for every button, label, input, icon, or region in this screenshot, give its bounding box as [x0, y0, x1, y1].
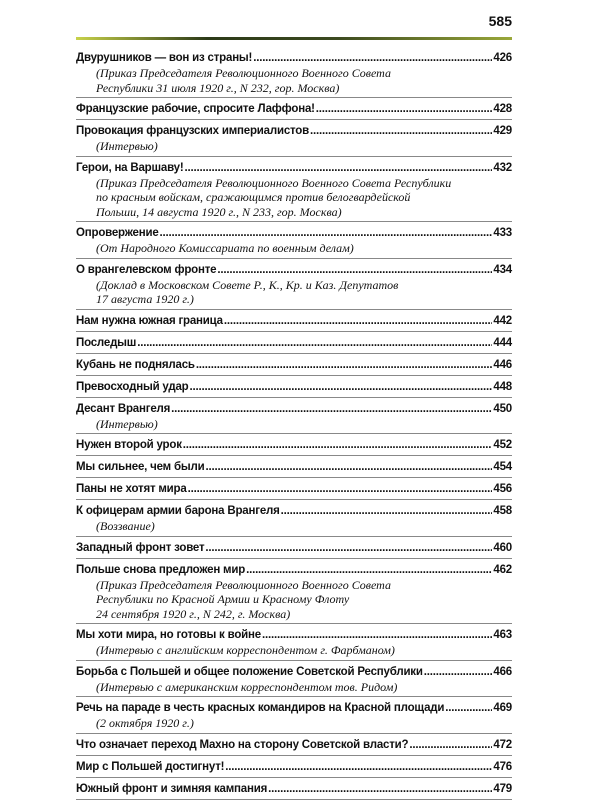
toc-entry-subtitle: (От Народного Комиссариата по военным делам) [96, 241, 354, 255]
toc-entry-row [76, 700, 512, 716]
toc-entry-page: 466 [493, 665, 512, 678]
toc-entry-title: Провокация французских империалистов [76, 125, 309, 137]
toc-entry-title: Кубань не поднялась [76, 358, 195, 371]
toc-entry-row [76, 262, 512, 278]
toc-entry-row [76, 540, 512, 556]
toc-entry-page: 460 [493, 541, 512, 554]
toc-entry-page: 434 [493, 263, 512, 276]
toc-entry-title: Нужен второй урок [76, 439, 182, 451]
toc-entry-title: Польше снова предложен мир [76, 563, 246, 576]
toc-leader-dots [171, 401, 492, 417]
toc-entry-page: 444 [493, 336, 512, 349]
toc-entry-row [76, 357, 512, 373]
toc-leader-dots [281, 503, 493, 519]
toc-leader-dots [253, 50, 492, 66]
toc-entry-subtitle: (Интервью) [96, 416, 158, 431]
toc-entry [76, 332, 512, 354]
toc-entry-row [76, 379, 512, 395]
toc-entry-title: Западный фронт зовет [76, 541, 205, 554]
toc-entry-subtitle: (Интервью с американским корреспондентом тов. Ридом) [96, 679, 398, 694]
toc-entry-page: 432 [493, 161, 512, 174]
toc-entry-row [76, 50, 512, 66]
toc-entry [76, 661, 512, 698]
toc-entry-title: Последыш [76, 336, 137, 349]
toc-entry-row [76, 759, 512, 775]
toc-leader-dots [189, 379, 492, 395]
toc-leader-dots [409, 737, 492, 753]
toc-leader-dots [310, 123, 492, 139]
toc-entry-row [76, 627, 512, 643]
toc-leader-dots [205, 540, 492, 556]
toc-entry [76, 222, 512, 259]
toc-entry-page: 456 [493, 483, 512, 495]
toc-entry-title: Мы сильнее, чем были [76, 461, 205, 473]
toc-entry-title: О врангелевском фронте [76, 263, 217, 276]
toc-entry-subtitle: (2 октября 1920 г.) [96, 716, 194, 730]
toc-entry-title: Мы хоти мира, но готовы к войне [76, 629, 261, 641]
toc-entry-subtitle: (Интервью) [96, 139, 158, 153]
toc-entry-title: Герои, на Варшаву! [76, 161, 184, 174]
toc-entry-row [76, 664, 512, 680]
toc-leader-dots [217, 262, 492, 278]
toc-entry-subtitle: (Приказ Председателя Революционного Военного Совета Республики 31 июля 1920 г., N 232, гор. Москва) [96, 66, 391, 95]
toc-leader-dots [206, 459, 493, 475]
toc-entry-title: Нам нужна южная граница [76, 314, 223, 327]
toc-entry-title: Борьба с Польшей и общее положение Советской Республики [76, 665, 423, 678]
toc-entry-page: 433 [493, 227, 512, 239]
toc-entry-row [76, 313, 512, 329]
toc-entry [76, 354, 512, 376]
toc-entry-title: Что означает переход Махно на сторону Советской власти? [76, 738, 409, 751]
toc-entry [76, 434, 512, 456]
toc-leader-dots [268, 781, 492, 797]
toc-entry [76, 398, 512, 435]
toc-entry-title: Десант Врангеля [76, 402, 171, 415]
toc-leader-dots [316, 101, 493, 117]
toc-entry-subtitle: (Воззвание) [96, 519, 155, 533]
toc-entry-page: 450 [493, 402, 512, 415]
toc-entry-row [76, 503, 512, 519]
toc-entry-title: Французские рабочие, спросите Лаффона! [76, 103, 315, 115]
toc-entry [76, 559, 512, 625]
toc-entry [76, 98, 512, 120]
toc-entry-row [76, 335, 512, 351]
toc-entry-page: 479 [493, 782, 512, 795]
table-of-contents [76, 47, 512, 800]
toc-entry-page: 442 [493, 314, 512, 327]
toc-leader-dots [445, 700, 492, 716]
toc-entry-page: 472 [493, 738, 512, 751]
toc-leader-dots [262, 627, 492, 643]
toc-entry-subtitle: (Доклад в Московском Совете Р., К., Кр. и Каз. Депутатов 17 августа 1920 г.) [96, 277, 399, 306]
toc-entry [76, 478, 512, 500]
toc-leader-dots [424, 664, 493, 680]
page-number: 585 [488, 13, 512, 29]
toc-entry-title: Речь на параде в честь красных командиров на Красной площади [76, 702, 445, 714]
toc-entry [76, 500, 512, 537]
toc-entry-title: Двурушников — вон из страны! [76, 52, 253, 64]
toc-entry-page: 429 [493, 125, 512, 137]
toc-entry-row [76, 225, 512, 241]
toc-entry [76, 778, 512, 800]
toc-entry [76, 120, 512, 157]
toc-entry-page: 476 [493, 760, 512, 773]
header-rule [76, 37, 512, 40]
toc-entry-title: Мир с Польшей достигнут! [76, 760, 225, 773]
toc-entry-row [76, 437, 512, 453]
toc-entry-subtitle: (Приказ Председателя Революционного Военного Совета Республики по красным войскам, сражающимся против белогвардейской Польши, 14 августа 1920 г., N 233, гор. Москва) [96, 175, 452, 219]
toc-entry-row [76, 160, 512, 176]
toc-entry-page: 446 [493, 358, 512, 371]
toc-leader-dots [185, 160, 493, 176]
toc-entry-row [76, 737, 512, 753]
toc-entry-row [76, 481, 512, 497]
toc-leader-dots [160, 225, 493, 241]
toc-entry-page: 454 [493, 461, 512, 473]
toc-leader-dots [246, 562, 492, 578]
toc-entry-page: 463 [493, 629, 512, 641]
toc-leader-dots [183, 437, 493, 453]
toc-leader-dots [224, 313, 493, 329]
toc-entry-page: 452 [493, 439, 512, 451]
toc-entry [76, 376, 512, 398]
toc-entry-row [76, 123, 512, 139]
toc-entry-page: 462 [493, 563, 512, 576]
toc-entry-page: 428 [493, 103, 512, 115]
toc-leader-dots [137, 335, 492, 351]
toc-entry-row [76, 459, 512, 475]
toc-entry-page: 448 [493, 380, 512, 393]
toc-entry-subtitle: (Приказ Председателя Революционного Военного Совета Республики по Красной Армии и Красному Флоту 24 сентября 1920 г., N 242, г. Москва) [96, 577, 391, 621]
toc-entry-row [76, 401, 512, 417]
toc-entry-title: Паны не хотят мира [76, 483, 187, 495]
toc-entry [76, 47, 512, 98]
toc-entry [76, 310, 512, 332]
toc-leader-dots [196, 357, 493, 373]
toc-entry-row [76, 781, 512, 797]
toc-entry-title: Опровержение [76, 227, 159, 239]
toc-entry [76, 756, 512, 778]
toc-leader-dots [225, 759, 492, 775]
toc-entry-page: 426 [493, 52, 512, 64]
toc-entry [76, 456, 512, 478]
toc-entry-subtitle: (Интервью с английским корреспондентом г. Фарбманом) [96, 643, 395, 657]
toc-entry [76, 697, 512, 734]
toc-entry [76, 734, 512, 756]
toc-entry-title: Превосходный удар [76, 380, 189, 393]
toc-leader-dots [188, 481, 493, 497]
toc-entry [76, 624, 512, 661]
toc-entry [76, 157, 512, 223]
toc-entry-title: К офицерам армии барона Врангеля [76, 505, 280, 517]
toc-entry-title: Южный фронт и зимняя кампания [76, 782, 268, 795]
toc-entry-row [76, 101, 512, 117]
toc-entry [76, 259, 512, 310]
toc-entry-page: 469 [493, 702, 512, 714]
toc-entry [76, 537, 512, 559]
toc-entry-row [76, 562, 512, 578]
toc-entry-page: 458 [493, 505, 512, 517]
